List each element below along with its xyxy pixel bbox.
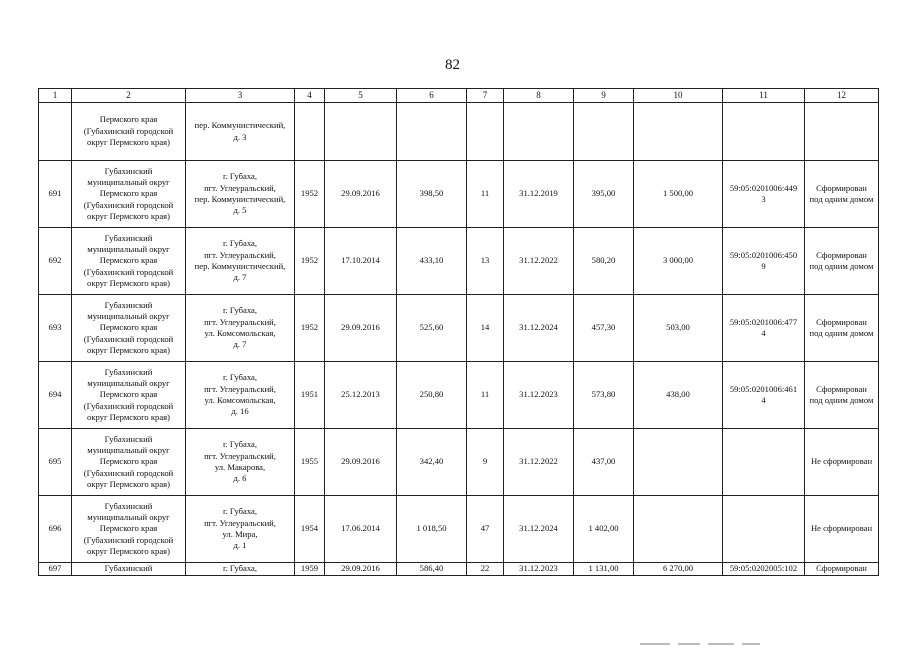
cell-deadline: 31.12.2022 xyxy=(504,429,574,496)
cell-year-built: 1952 xyxy=(295,228,325,295)
cell-land-status-line: Сформирован xyxy=(816,316,867,327)
cell-address-line: пгт. Углеуральский, xyxy=(204,316,276,327)
cell-address-line: г. Губаха, xyxy=(222,439,257,450)
cell-address-line: пгт. Углеуральский, xyxy=(204,182,276,193)
cell-municipality-line: Пермского края xyxy=(99,389,158,400)
cell-land-area: 395,00 xyxy=(574,161,634,228)
cell-residents: 11 xyxy=(467,362,504,429)
cell-land-status xyxy=(805,429,879,496)
cell-recognition-date: 29.09.2016 xyxy=(325,295,397,362)
cell-deadline: 31.12.2023 xyxy=(504,362,574,429)
cell-address xyxy=(186,496,295,563)
cell-address xyxy=(186,295,295,362)
column-number-7: 7 xyxy=(467,89,504,103)
cell-recognition-date: 17.06.2014 xyxy=(325,496,397,563)
cell-deadline xyxy=(504,103,574,161)
cell-address-line: ул. Комсомольская, xyxy=(204,328,276,338)
cell-address xyxy=(186,161,295,228)
cell-cost: 438,00 xyxy=(634,362,723,429)
cell-area: 586,40 xyxy=(397,563,467,576)
column-number-3: 3 xyxy=(186,89,295,103)
cell-address-line: д. 1 xyxy=(233,540,247,551)
cell-municipality xyxy=(72,496,186,563)
cell-land-status-line: Сформирован xyxy=(816,182,867,193)
cell-address-line: г. Губаха, xyxy=(222,305,257,316)
cell-land-status-line: Не сформирован xyxy=(810,523,873,534)
cell-recognition-date: 29.09.2016 xyxy=(325,161,397,228)
cell-land-status-line: под одним домом xyxy=(809,194,874,204)
cell-municipality-line: муниципальный округ xyxy=(87,243,170,254)
housing-registry-table xyxy=(38,88,879,576)
cell-land-area: 1 131,00 xyxy=(574,563,634,576)
cell-address-line: пгт. Углеуральский, xyxy=(204,517,276,528)
cell-municipality-line: (Губахинский городской xyxy=(83,400,174,411)
cell-deadline: 31.12.2022 xyxy=(504,228,574,295)
cell-land-status-line: Сформирован xyxy=(816,383,867,394)
cell-year-built: 1955 xyxy=(295,429,325,496)
cell-cadastral-number xyxy=(723,563,805,576)
cell-cost xyxy=(634,496,723,563)
cell-municipality-line: муниципальный округ xyxy=(87,444,170,455)
cell-residents: 14 xyxy=(467,295,504,362)
cell-municipality-line: Пермского края xyxy=(99,322,158,333)
table-row xyxy=(39,429,879,496)
cell-land-status xyxy=(805,161,879,228)
cell-land-status xyxy=(805,563,879,576)
cell-number: 693 xyxy=(39,295,72,362)
cell-municipality-line: Губахинский xyxy=(104,299,153,310)
cell-address-line: г. Губаха, xyxy=(222,238,257,249)
cell-year-built xyxy=(295,103,325,161)
cell-municipality-line: округ Пермского края) xyxy=(87,479,170,490)
cell-land-status xyxy=(805,362,879,429)
cell-number: 694 xyxy=(39,362,72,429)
cell-address-line: пгт. Углеуральский, xyxy=(204,249,276,260)
cell-deadline: 31.12.2024 xyxy=(504,295,574,362)
cell-residents xyxy=(467,103,504,161)
cell-address-line: пгт. Углеуральский, xyxy=(204,383,276,394)
cell-municipality-line: Губахинский xyxy=(104,500,153,511)
cell-address xyxy=(186,362,295,429)
cell-cost xyxy=(634,103,723,161)
column-number-2: 2 xyxy=(72,89,186,103)
cell-municipality xyxy=(72,362,186,429)
cell-municipality-line: (Губахинский городской xyxy=(83,467,174,478)
cell-cadastral-number-line: 59:05:0201006:477 xyxy=(729,316,798,327)
cell-cost: 503,00 xyxy=(634,295,723,362)
cell-cadastral-number-line: 3 xyxy=(761,194,766,204)
cell-cadastral-number-line: 59:05:0201006:461 xyxy=(729,383,798,394)
cell-land-status-line: Сформирован xyxy=(816,563,867,574)
cell-number: 697 xyxy=(39,563,72,576)
cell-residents: 22 xyxy=(467,563,504,576)
cell-municipality-line: муниципальный округ xyxy=(87,511,170,522)
cell-address-line: ул. Комсомольская, xyxy=(204,395,276,405)
cell-municipality-line: Пермского края xyxy=(99,456,158,467)
cell-address-line: г. Губаха, xyxy=(222,506,257,517)
cell-land-status xyxy=(805,228,879,295)
cell-area: 525,60 xyxy=(397,295,467,362)
cell-recognition-date: 17.10.2014 xyxy=(325,228,397,295)
column-number-6: 6 xyxy=(397,89,467,103)
table-row xyxy=(39,228,879,295)
cell-recognition-date: 25.12.2013 xyxy=(325,362,397,429)
cell-municipality xyxy=(72,295,186,362)
cell-area: 250,80 xyxy=(397,362,467,429)
column-number-row xyxy=(39,89,879,103)
cell-year-built: 1951 xyxy=(295,362,325,429)
cell-recognition-date: 29.09.2016 xyxy=(325,429,397,496)
cell-recognition-date xyxy=(325,103,397,161)
cell-address-line: г. Губаха, xyxy=(222,563,257,574)
cell-cadastral-number xyxy=(723,429,805,496)
cell-land-area: 457,30 xyxy=(574,295,634,362)
cell-municipality-line: Пермского края xyxy=(99,255,158,266)
cell-year-built: 1959 xyxy=(295,563,325,576)
cell-cadastral-number xyxy=(723,161,805,228)
cell-municipality-line: Губахинский xyxy=(104,232,153,243)
cell-address xyxy=(186,429,295,496)
table-row xyxy=(39,563,879,576)
cell-cost xyxy=(634,429,723,496)
cell-address xyxy=(186,103,295,161)
cell-number: 692 xyxy=(39,228,72,295)
cell-municipality xyxy=(72,161,186,228)
cell-address xyxy=(186,563,295,576)
column-number-8: 8 xyxy=(504,89,574,103)
cell-municipality-line: округ Пермского края) xyxy=(87,211,170,222)
cell-address-line: ул. Макарова, xyxy=(214,462,266,472)
cell-cadastral-number xyxy=(723,496,805,563)
cell-residents: 47 xyxy=(467,496,504,563)
cell-area xyxy=(397,103,467,161)
cell-municipality-line: (Губахинский городской xyxy=(83,199,174,210)
cell-land-status-line: под одним домом xyxy=(809,261,874,271)
cell-cadastral-number xyxy=(723,103,805,161)
cell-cadastral-number-line: 59:05:0202005:102 xyxy=(729,563,798,574)
column-number-11: 11 xyxy=(723,89,805,103)
column-number-10: 10 xyxy=(634,89,723,103)
cell-number: 695 xyxy=(39,429,72,496)
cell-municipality-line: муниципальный округ xyxy=(87,310,170,321)
cell-municipality-line: муниципальный округ xyxy=(87,176,170,187)
cell-area: 342,40 xyxy=(397,429,467,496)
cell-municipality xyxy=(72,429,186,496)
cell-number: 696 xyxy=(39,496,72,563)
table-row xyxy=(39,161,879,228)
cell-address-line: д. 6 xyxy=(233,473,247,484)
cell-municipality-line: муниципальный округ xyxy=(87,377,170,388)
cell-municipality-line: округ Пермского края) xyxy=(87,412,170,423)
cell-municipality-line: Губахинский xyxy=(104,563,153,574)
cell-land-status-line: Не сформирован xyxy=(810,456,873,467)
cell-land-area: 437,00 xyxy=(574,429,634,496)
cell-municipality-line: (Губахинский городской xyxy=(83,333,174,344)
column-number-4: 4 xyxy=(295,89,325,103)
cell-cadastral-number-line: 9 xyxy=(761,261,766,271)
cell-year-built: 1952 xyxy=(295,295,325,362)
cell-address-line: пгт. Углеуральский, xyxy=(204,450,276,461)
cell-municipality-line: Губахинский xyxy=(104,165,153,176)
cell-municipality-line: округ Пермского края) xyxy=(87,137,170,148)
cell-municipality xyxy=(72,228,186,295)
cell-municipality-line: Пермского края xyxy=(99,114,158,125)
cell-address-line: д. 16 xyxy=(231,406,249,417)
cell-municipality-line: Губахинский xyxy=(104,366,153,377)
cell-address-line: г. Губаха, xyxy=(222,171,257,182)
cell-land-area: 580,20 xyxy=(574,228,634,295)
scan-edge-marks xyxy=(640,632,840,635)
cell-year-built: 1952 xyxy=(295,161,325,228)
cell-area: 1 018,50 xyxy=(397,496,467,563)
cell-land-area xyxy=(574,103,634,161)
cell-municipality-line: округ Пермского края) xyxy=(87,546,170,557)
cell-residents: 9 xyxy=(467,429,504,496)
cell-cost: 6 270,00 xyxy=(634,563,723,576)
table-row xyxy=(39,103,879,161)
cell-residents: 13 xyxy=(467,228,504,295)
table-row xyxy=(39,362,879,429)
cell-municipality-line: округ Пермского края) xyxy=(87,278,170,289)
cell-municipality-line: Губахинский xyxy=(104,433,153,444)
cell-year-built: 1954 xyxy=(295,496,325,563)
cell-number: 691 xyxy=(39,161,72,228)
cell-municipality xyxy=(72,563,186,576)
cell-land-status xyxy=(805,295,879,362)
cell-municipality-line: Пермского края xyxy=(99,188,158,199)
cell-municipality-line: (Губахинский городской xyxy=(83,266,174,277)
cell-municipality-line: Пермского края xyxy=(99,523,158,534)
cell-cost: 3 000,00 xyxy=(634,228,723,295)
cell-address-line: г. Губаха, xyxy=(222,372,257,383)
cell-residents: 11 xyxy=(467,161,504,228)
cell-municipality-line: округ Пермского края) xyxy=(87,345,170,356)
table-body xyxy=(39,103,879,576)
column-number-1: 1 xyxy=(39,89,72,103)
table-row xyxy=(39,295,879,362)
column-number-12: 12 xyxy=(805,89,879,103)
cell-area: 398,50 xyxy=(397,161,467,228)
column-number-9: 9 xyxy=(574,89,634,103)
page-number: 82 xyxy=(445,57,460,73)
cell-cadastral-number xyxy=(723,228,805,295)
column-number-5: 5 xyxy=(325,89,397,103)
cell-recognition-date: 29.09.2016 xyxy=(325,563,397,576)
cell-address-line: пер. Коммунистический, xyxy=(194,261,286,271)
cell-land-status-line: под одним домом xyxy=(809,395,874,405)
cell-deadline: 31.12.2024 xyxy=(504,496,574,563)
cell-cadastral-number-line: 59:05:0201006:450 xyxy=(729,249,798,260)
cell-cadastral-number-line: 4 xyxy=(761,395,766,405)
cell-cadastral-number-line: 59:05:0201006:449 xyxy=(729,182,798,193)
cell-land-area: 1 402,00 xyxy=(574,496,634,563)
cell-land-status-line: под одним домом xyxy=(809,328,874,338)
cell-deadline: 31.12.2023 xyxy=(504,563,574,576)
cell-area: 433,10 xyxy=(397,228,467,295)
cell-deadline: 31.12.2019 xyxy=(504,161,574,228)
cell-address xyxy=(186,228,295,295)
cell-land-status-line: Сформирован xyxy=(816,249,867,260)
cell-municipality-line: (Губахинский городской xyxy=(83,125,174,136)
cell-address-line: д. 3 xyxy=(233,131,247,142)
cell-address-line: д. 7 xyxy=(233,272,247,283)
cell-cost: 1 500,00 xyxy=(634,161,723,228)
cell-land-status xyxy=(805,496,879,563)
table-header xyxy=(39,89,879,103)
cell-cadastral-number xyxy=(723,295,805,362)
cell-land-area: 573,80 xyxy=(574,362,634,429)
cell-address-line: пер. Коммунистический, xyxy=(194,120,286,131)
cell-address-line: ул. Мира, xyxy=(222,529,258,539)
cell-address-line: д. 7 xyxy=(233,339,247,350)
cell-cadastral-number-line: 4 xyxy=(761,328,766,338)
cell-number xyxy=(39,103,72,161)
cell-land-status xyxy=(805,103,879,161)
cell-municipality xyxy=(72,103,186,161)
cell-cadastral-number xyxy=(723,362,805,429)
cell-address-line: д. 5 xyxy=(233,205,247,216)
table-row xyxy=(39,496,879,563)
cell-municipality-line: (Губахинский городской xyxy=(83,534,174,545)
cell-address-line: пер. Коммунистический, xyxy=(194,194,286,204)
